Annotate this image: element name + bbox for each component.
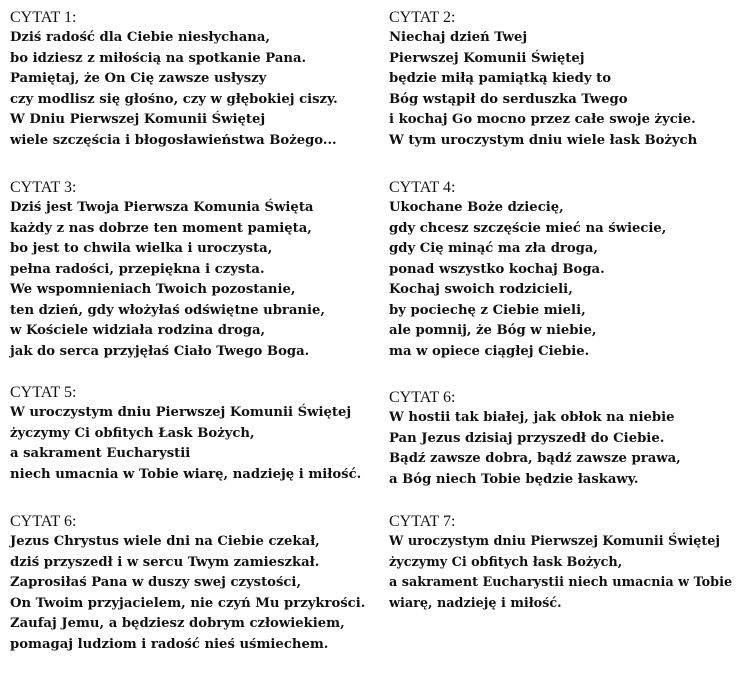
quote-heading: CYTAT 5:: [10, 384, 77, 401]
quote-heading: CYTAT 6:: [389, 389, 456, 406]
quote-line: pomagaj ludziom i radość nieś uśmiechem.: [10, 636, 329, 652]
quote-line: czy modlisz się głośno, czy w głębokiej ciszy.: [10, 91, 338, 107]
quote-line: W uroczystym dniu Pierwszej Komunii Świętej: [10, 405, 352, 420]
quote-text: [10, 28, 338, 151]
quote-line: Pamiętaj, że On Cię zawsze usłyszy: [10, 71, 267, 86]
quote-line: Pierwszej Komunii Świętej: [389, 50, 585, 66]
quote-line: Bóg wstąpił do serduszka Twego: [389, 91, 628, 107]
quote-line: Jezus Chrystus wiele dni na Ciebie czekał,: [10, 534, 320, 549]
quote-7: [389, 512, 732, 614]
quote-line: a Bóg niech Tobie będzie łaskawy.: [389, 471, 639, 487]
quote-line: i kochaj Go mocno przez całe swoje życie.: [389, 112, 696, 127]
quote-text: [389, 532, 732, 614]
quote-line: Kochaj swoich rodzicieli,: [389, 282, 573, 297]
quote-line: jak do serca przyjęłaś Ciało Twego Boga.: [10, 343, 310, 359]
quote-text: [389, 28, 697, 151]
quote-1: [10, 8, 338, 151]
quote-line: Zaufaj Jemu, a będziesz dobrym człowiekiem,: [10, 616, 345, 631]
quote-text: [10, 532, 365, 655]
quote-heading: CYTAT 4:: [389, 179, 456, 196]
quote-6-right: [389, 388, 681, 490]
quote-line: W hostii tak białej, jak obłok na niebie: [389, 410, 675, 425]
quote-line: ma w opiece ciągłej Ciebie.: [389, 343, 590, 359]
quote-line: W uroczystym dniu Pierwszej Komunii Świętej: [389, 534, 721, 549]
quote-3: [10, 178, 325, 362]
quote-5: [10, 383, 361, 485]
quote-line: We wspomnieniach Twoich pozostanie,: [10, 282, 296, 297]
quote-line: życzymy Ci obfitych łask Bożych,: [389, 554, 623, 570]
quote-line: wiele szczęścia i błogosławieństwa Bożego...: [10, 132, 337, 148]
quote-line: W tym uroczystym dniu wiele łask Bożych: [389, 132, 698, 148]
quote-line: Pan Jezus dzisiaj przyszedł do Ciebie.: [389, 430, 665, 446]
quote-line: a sakrament Eucharystii: [10, 446, 191, 461]
quote-line: ale pomnij, że Bóg w niebie,: [389, 323, 597, 338]
quote-line: gdy Cię minąć ma zła droga,: [389, 241, 599, 256]
quote-line: gdy chcesz szczęście mieć na świecie,: [389, 220, 667, 236]
quote-line: życzymy Ci obfitych Łask Bożych,: [10, 425, 255, 441]
quote-line: by pociechę z Ciebie mieli,: [389, 302, 586, 318]
quote-line: Zaprosiłaś Pana w duszy swej czystości,: [10, 575, 302, 590]
quote-text: [389, 198, 666, 362]
quote-line: pełna radości, przepiękna i czysta.: [10, 261, 265, 277]
quote-line: Ukochane Boże dziecię,: [389, 200, 564, 215]
quote-line: Dziś jest Twoja Pierwsza Komunia Święta: [10, 200, 314, 215]
quote-line: ten dzień, gdy włożyłaś odświętne ubranie,: [10, 302, 325, 318]
quote-line: Bądź zawsze dobra, bądź zawsze prawa,: [389, 451, 681, 466]
quote-heading: CYTAT 7:: [389, 513, 456, 530]
quote-line: On Twoim przyjacielem, nie czyń Mu przykrości.: [10, 595, 366, 611]
quote-2: [389, 8, 697, 151]
quote-heading: CYTAT 6:: [10, 513, 77, 530]
quote-line: Niechaj dzień Twej: [389, 30, 528, 45]
quote-text: [10, 198, 325, 362]
quote-line: bo jest to chwila wielka i uroczysta,: [10, 241, 273, 256]
quote-heading: CYTAT 1:: [10, 9, 77, 26]
quote-line: ponad wszystko kochaj Boga.: [389, 261, 605, 277]
quote-line: w Kościele widziała rodzina droga,: [10, 323, 266, 338]
quote-line: bo idziesz z miłością na spotkanie Pana.: [10, 50, 307, 66]
quote-line: każdy z nas dobrze ten moment pamięta,: [10, 220, 312, 236]
quote-line: wiarę, nadzieję i miłość.: [389, 595, 562, 611]
quote-line: dziś przyszedł i w sercu Twym zamieszkał.: [10, 554, 320, 570]
quote-line: niech umacnia w Tobie wiarę, nadzieję i miłość.: [10, 466, 362, 482]
quote-heading: CYTAT 3:: [10, 179, 77, 196]
quote-text: [10, 403, 361, 485]
quote-line: będzie miłą pamiątką kiedy to: [389, 71, 612, 86]
quote-heading: CYTAT 2:: [389, 9, 456, 26]
quote-line: W Dniu Pierwszej Komunii Świętej: [10, 112, 266, 127]
quote-6-left: [10, 512, 365, 655]
quote-line: Dziś radość dla Ciebie niesłychana,: [10, 30, 271, 45]
quote-line: a sakrament Eucharystii niech umacnia w Tobie: [389, 575, 733, 590]
quote-text: [389, 408, 681, 490]
quote-4: [389, 178, 666, 362]
